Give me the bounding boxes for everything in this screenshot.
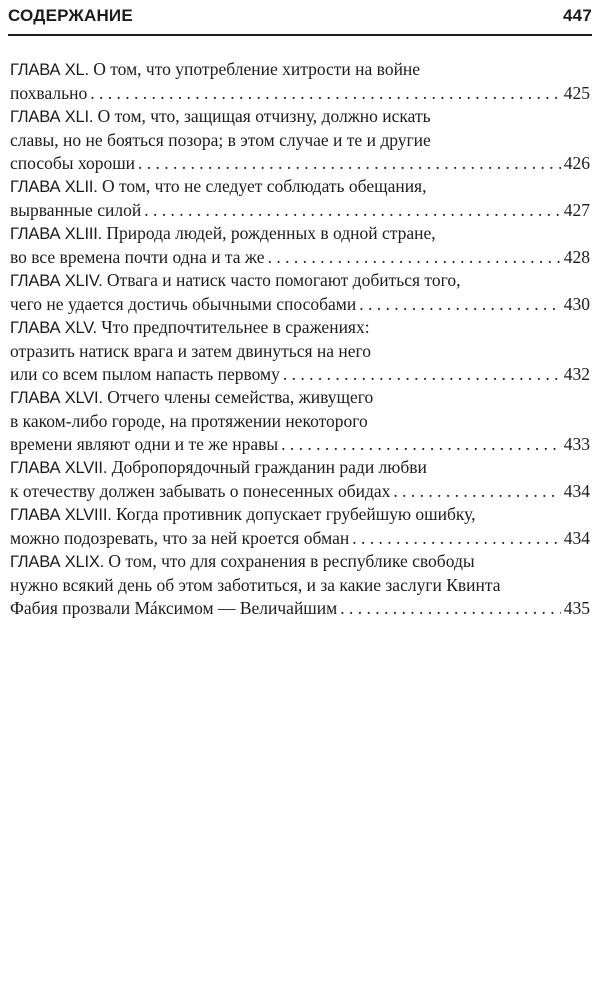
toc-entry (10, 550, 590, 620)
chapter-title-text: времени являют одни и те же нравы (10, 434, 279, 454)
toc-entry (10, 456, 590, 503)
chapter-title-text: Добропорядочный гражданин ради любви (107, 457, 427, 477)
running-header (8, 6, 592, 30)
toc-entry-last-line (10, 433, 590, 456)
toc-entry-first-line (10, 456, 590, 480)
chapter-title-text: похвально (10, 83, 88, 103)
chapter-title-text: нужно всякий день об этом заботиться, и за какие заслуги Квинта (10, 575, 501, 595)
toc-entry-last-line (10, 597, 590, 620)
chapter-title-text: славы, но не бояться позора; в этом случае и те и другие (10, 130, 431, 150)
dot-leader (138, 152, 561, 175)
toc-entry-first-line (10, 386, 590, 410)
chapter-number: ГЛАВА XL. (10, 61, 89, 79)
chapter-number: ГЛАВА XLIV. (10, 272, 103, 290)
dot-leader (90, 82, 561, 105)
toc-page-number: 435 (563, 598, 590, 618)
table-of-contents (10, 58, 590, 620)
toc-entry-first-line (10, 503, 590, 527)
toc-page-number: 425 (563, 83, 590, 103)
toc-entry (10, 58, 590, 105)
toc-entry (10, 316, 590, 386)
toc-entry-first-line (10, 175, 590, 199)
header-rule (8, 34, 592, 36)
section-title: СОДЕРЖАНИЕ (8, 6, 133, 25)
chapter-title-text: Отчего члены семейства, живущего (102, 387, 374, 407)
toc-entry-last-line (10, 480, 590, 503)
chapter-number: ГЛАВА XLV. (10, 319, 97, 337)
chapter-title-text: во все времена почти одна и та же (10, 247, 265, 267)
toc-entry-last-line (10, 82, 590, 105)
chapter-number: ГЛАВА XLIX. (10, 553, 105, 571)
toc-entry-first-line (10, 58, 590, 82)
toc-page-number: 432 (563, 364, 590, 384)
chapter-number: ГЛАВА XLI. (10, 108, 94, 126)
toc-entry-first-line (10, 222, 590, 246)
chapter-title-text: способы хороши (10, 153, 136, 173)
toc-entry-last-line (10, 152, 590, 175)
chapter-title-text: отразить натиск врага и затем двинуться на него (10, 341, 372, 361)
chapter-title-text: Что предпочтительнее в сражениях: (96, 317, 370, 337)
dot-leader (283, 363, 561, 386)
toc-page-number: 430 (563, 294, 590, 314)
chapter-number: ГЛАВА XLII. (10, 178, 98, 196)
toc-entry-first-line (10, 316, 590, 340)
toc-entry (10, 175, 590, 222)
page-number: 447 (563, 6, 592, 25)
chapter-title-text: Фабия прозвали Мáксимом — Величайшим (10, 598, 338, 618)
dot-leader (268, 246, 561, 269)
chapter-title-text: О том, что не следует соблюдать обещания, (97, 176, 427, 196)
toc-page-number: 426 (563, 153, 590, 173)
toc-page-number: 434 (563, 528, 590, 548)
chapter-title-text: О том, что для сохранения в республике свободы (104, 551, 475, 571)
toc-entry-last-line (10, 246, 590, 269)
chapter-number: ГЛАВА XLVIII. (10, 506, 112, 524)
toc-entry-first-line (10, 269, 590, 293)
toc-entry-last-line (10, 199, 590, 222)
chapter-title-text: О том, что, защищая отчизну, должно искать (93, 106, 431, 126)
chapter-title-text: чего не удается достичь обычными способами (10, 294, 357, 314)
chapter-number: ГЛАВА XLIII. (10, 225, 103, 243)
chapter-number: ГЛАВА XLVI. (10, 389, 103, 407)
toc-page-number: 434 (563, 481, 590, 501)
chapter-title-text: Природа людей, рожденных в одной стране, (102, 223, 436, 243)
chapter-title-text: в каком-либо городе, на протяжении некоторого (10, 411, 368, 431)
toc-page-number: 428 (563, 247, 590, 267)
chapter-title-text: О том, что употребление хитрости на войне (88, 59, 421, 79)
toc-entry (10, 105, 590, 175)
dot-leader (340, 597, 561, 620)
chapter-title-text: можно подозревать, что за ней кроется обман (10, 528, 350, 548)
toc-entry-last-line (10, 527, 590, 550)
chapter-title-text: Отвага и натиск часто помогают добиться того, (102, 270, 461, 290)
chapter-title-text: или со всем пылом напасть первому (10, 364, 280, 384)
chapter-number: ГЛАВА XLVII. (10, 459, 108, 477)
chapter-title-text: Когда противник допускает грубейшую ошибку, (111, 504, 476, 524)
toc-entry-first-line (10, 550, 590, 574)
dot-leader (144, 199, 561, 222)
dot-leader (352, 527, 560, 550)
toc-entry-last-line (10, 363, 590, 386)
toc-entry (10, 269, 590, 316)
toc-page-number: 427 (563, 200, 590, 220)
toc-entry (10, 503, 590, 550)
toc-entry-last-line (10, 293, 590, 316)
toc-entry (10, 386, 590, 456)
toc-page-number: 433 (563, 434, 590, 454)
chapter-title-text: вырванные силой (10, 200, 142, 220)
toc-entry-first-line (10, 105, 590, 129)
dot-leader (393, 480, 560, 503)
toc-entry (10, 222, 590, 269)
dot-leader (281, 433, 561, 456)
dot-leader (359, 293, 561, 316)
chapter-title-text: к отечеству должен забывать о понесенных обидах (10, 481, 391, 501)
